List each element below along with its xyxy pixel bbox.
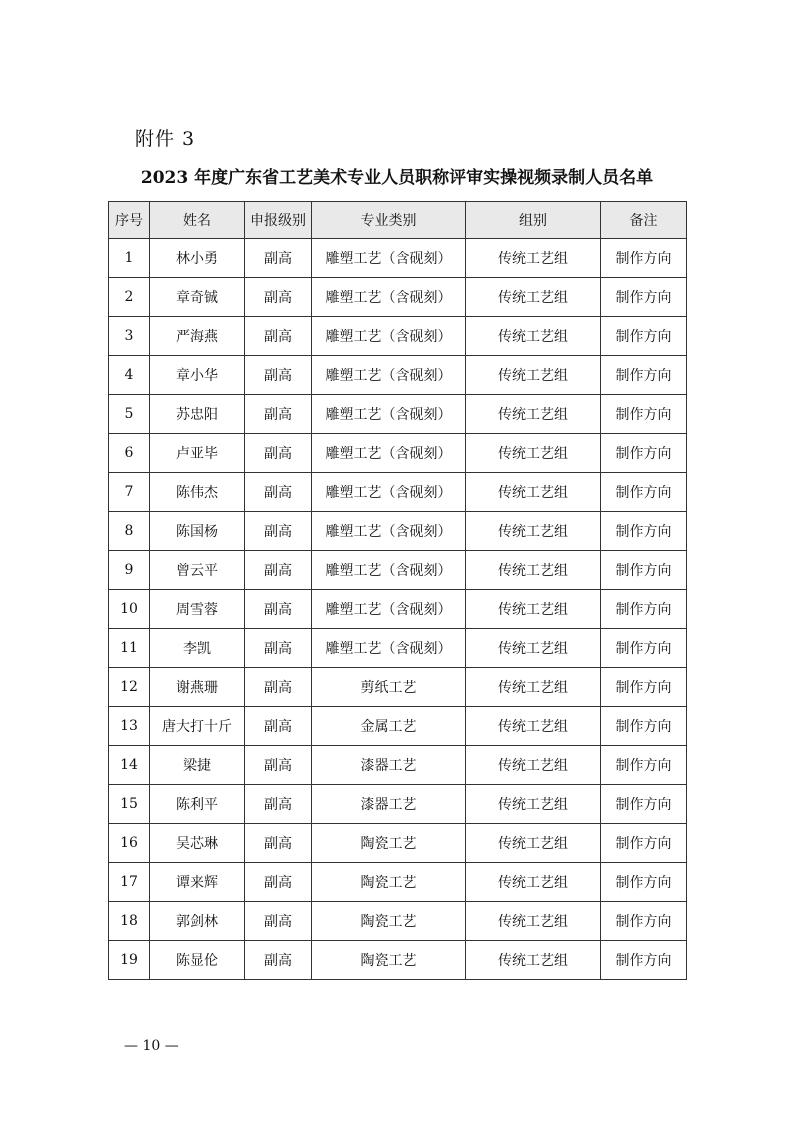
cell-seq: 14 xyxy=(109,746,150,785)
cell-name: 吴芯琳 xyxy=(150,824,245,863)
cell-name: 曾云平 xyxy=(150,551,245,590)
cell-group: 传统工艺组 xyxy=(466,317,601,356)
cell-name: 章小华 xyxy=(150,356,245,395)
cell-group: 传统工艺组 xyxy=(466,668,601,707)
page-number: — 10 — xyxy=(124,1038,179,1054)
cell-level: 副高 xyxy=(245,941,312,980)
cell-category: 雕塑工艺（含砚刻） xyxy=(312,512,466,551)
cell-level: 副高 xyxy=(245,278,312,317)
cell-name: 周雪蓉 xyxy=(150,590,245,629)
cell-name: 李凯 xyxy=(150,629,245,668)
header-name: 姓名 xyxy=(150,202,245,239)
table-row xyxy=(109,785,687,824)
cell-category: 雕塑工艺（含砚刻） xyxy=(312,278,466,317)
cell-group: 传统工艺组 xyxy=(466,824,601,863)
cell-seq: 8 xyxy=(109,512,150,551)
cell-level: 副高 xyxy=(245,707,312,746)
cell-name: 谭来辉 xyxy=(150,863,245,902)
table-row xyxy=(109,395,687,434)
cell-category: 漆器工艺 xyxy=(312,746,466,785)
cell-remark: 制作方向 xyxy=(601,668,687,707)
cell-remark: 制作方向 xyxy=(601,629,687,668)
cell-group: 传统工艺组 xyxy=(466,707,601,746)
cell-remark: 制作方向 xyxy=(601,356,687,395)
table-row xyxy=(109,512,687,551)
cell-group: 传统工艺组 xyxy=(466,512,601,551)
cell-group: 传统工艺组 xyxy=(466,629,601,668)
cell-seq: 2 xyxy=(109,278,150,317)
cell-remark: 制作方向 xyxy=(601,278,687,317)
cell-category: 雕塑工艺（含砚刻） xyxy=(312,434,466,473)
cell-level: 副高 xyxy=(245,317,312,356)
cell-group: 传统工艺组 xyxy=(466,785,601,824)
cell-name: 陈国杨 xyxy=(150,512,245,551)
cell-remark: 制作方向 xyxy=(601,551,687,590)
cell-remark: 制作方向 xyxy=(601,590,687,629)
cell-category: 漆器工艺 xyxy=(312,785,466,824)
cell-category: 陶瓷工艺 xyxy=(312,941,466,980)
attachment-label: 附件 3 xyxy=(135,128,196,150)
cell-seq: 1 xyxy=(109,239,150,278)
cell-seq: 15 xyxy=(109,785,150,824)
cell-category: 雕塑工艺（含砚刻） xyxy=(312,551,466,590)
cell-remark: 制作方向 xyxy=(601,239,687,278)
cell-seq: 18 xyxy=(109,902,150,941)
cell-seq: 7 xyxy=(109,473,150,512)
cell-level: 副高 xyxy=(245,629,312,668)
cell-level: 副高 xyxy=(245,863,312,902)
cell-name: 章奇铖 xyxy=(150,278,245,317)
cell-seq: 12 xyxy=(109,668,150,707)
table-row xyxy=(109,863,687,902)
table-row xyxy=(109,356,687,395)
cell-category: 雕塑工艺（含砚刻） xyxy=(312,590,466,629)
cell-level: 副高 xyxy=(245,785,312,824)
cell-name: 谢燕珊 xyxy=(150,668,245,707)
cell-group: 传统工艺组 xyxy=(466,356,601,395)
cell-remark: 制作方向 xyxy=(601,434,687,473)
cell-level: 副高 xyxy=(245,512,312,551)
cell-seq: 16 xyxy=(109,824,150,863)
cell-seq: 13 xyxy=(109,707,150,746)
cell-seq: 17 xyxy=(109,863,150,902)
cell-remark: 制作方向 xyxy=(601,317,687,356)
table-row xyxy=(109,434,687,473)
table-row xyxy=(109,278,687,317)
cell-name: 严海燕 xyxy=(150,317,245,356)
cell-group: 传统工艺组 xyxy=(466,434,601,473)
cell-remark: 制作方向 xyxy=(601,512,687,551)
cell-name: 林小勇 xyxy=(150,239,245,278)
cell-group: 传统工艺组 xyxy=(466,746,601,785)
cell-remark: 制作方向 xyxy=(601,863,687,902)
roster-table xyxy=(108,201,687,980)
cell-level: 副高 xyxy=(245,551,312,590)
cell-remark: 制作方向 xyxy=(601,902,687,941)
cell-name: 陈伟杰 xyxy=(150,473,245,512)
cell-group: 传统工艺组 xyxy=(466,863,601,902)
cell-seq: 4 xyxy=(109,356,150,395)
table-header-row xyxy=(109,202,687,239)
cell-level: 副高 xyxy=(245,668,312,707)
table-row xyxy=(109,317,687,356)
header-remark: 备注 xyxy=(601,202,687,239)
cell-level: 副高 xyxy=(245,356,312,395)
cell-category: 雕塑工艺（含砚刻） xyxy=(312,395,466,434)
cell-level: 副高 xyxy=(245,824,312,863)
cell-group: 传统工艺组 xyxy=(466,473,601,512)
cell-name: 郭剑林 xyxy=(150,902,245,941)
cell-seq: 3 xyxy=(109,317,150,356)
table-body xyxy=(109,239,687,980)
cell-group: 传统工艺组 xyxy=(466,278,601,317)
cell-remark: 制作方向 xyxy=(601,824,687,863)
document-title: 2023 年度广东省工艺美术专业人员职称评审实操视频录制人员名单 xyxy=(140,168,654,188)
cell-category: 雕塑工艺（含砚刻） xyxy=(312,473,466,512)
table-row xyxy=(109,629,687,668)
cell-remark: 制作方向 xyxy=(601,707,687,746)
cell-group: 传统工艺组 xyxy=(466,551,601,590)
cell-remark: 制作方向 xyxy=(601,473,687,512)
cell-group: 传统工艺组 xyxy=(466,395,601,434)
cell-category: 雕塑工艺（含砚刻） xyxy=(312,356,466,395)
table-row xyxy=(109,590,687,629)
cell-remark: 制作方向 xyxy=(601,785,687,824)
cell-category: 雕塑工艺（含砚刻） xyxy=(312,317,466,356)
table-row xyxy=(109,824,687,863)
cell-group: 传统工艺组 xyxy=(466,941,601,980)
cell-category: 金属工艺 xyxy=(312,707,466,746)
table-row xyxy=(109,707,687,746)
cell-group: 传统工艺组 xyxy=(466,590,601,629)
cell-seq: 10 xyxy=(109,590,150,629)
cell-level: 副高 xyxy=(245,590,312,629)
cell-level: 副高 xyxy=(245,902,312,941)
cell-level: 副高 xyxy=(245,434,312,473)
cell-category: 雕塑工艺（含砚刻） xyxy=(312,239,466,278)
cell-name: 陈利平 xyxy=(150,785,245,824)
table-row xyxy=(109,668,687,707)
cell-seq: 9 xyxy=(109,551,150,590)
table-row xyxy=(109,239,687,278)
table-row xyxy=(109,473,687,512)
header-category: 专业类别 xyxy=(312,202,466,239)
cell-level: 副高 xyxy=(245,746,312,785)
cell-group: 传统工艺组 xyxy=(466,239,601,278)
cell-remark: 制作方向 xyxy=(601,395,687,434)
cell-remark: 制作方向 xyxy=(601,941,687,980)
cell-seq: 5 xyxy=(109,395,150,434)
cell-group: 传统工艺组 xyxy=(466,902,601,941)
header-group: 组别 xyxy=(466,202,601,239)
cell-name: 唐大打十斤 xyxy=(150,707,245,746)
header-level: 申报级别 xyxy=(245,202,312,239)
cell-category: 陶瓷工艺 xyxy=(312,824,466,863)
cell-category: 雕塑工艺（含砚刻） xyxy=(312,629,466,668)
cell-name: 苏忠阳 xyxy=(150,395,245,434)
cell-name: 梁捷 xyxy=(150,746,245,785)
table-row xyxy=(109,746,687,785)
cell-remark: 制作方向 xyxy=(601,746,687,785)
cell-name: 卢亚毕 xyxy=(150,434,245,473)
table-row xyxy=(109,941,687,980)
header-seq: 序号 xyxy=(109,202,150,239)
table-row xyxy=(109,551,687,590)
table-row xyxy=(109,902,687,941)
cell-level: 副高 xyxy=(245,239,312,278)
cell-seq: 11 xyxy=(109,629,150,668)
cell-category: 剪纸工艺 xyxy=(312,668,466,707)
cell-category: 陶瓷工艺 xyxy=(312,863,466,902)
cell-level: 副高 xyxy=(245,473,312,512)
cell-seq: 19 xyxy=(109,941,150,980)
cell-level: 副高 xyxy=(245,395,312,434)
cell-name: 陈显伦 xyxy=(150,941,245,980)
cell-seq: 6 xyxy=(109,434,150,473)
cell-category: 陶瓷工艺 xyxy=(312,902,466,941)
